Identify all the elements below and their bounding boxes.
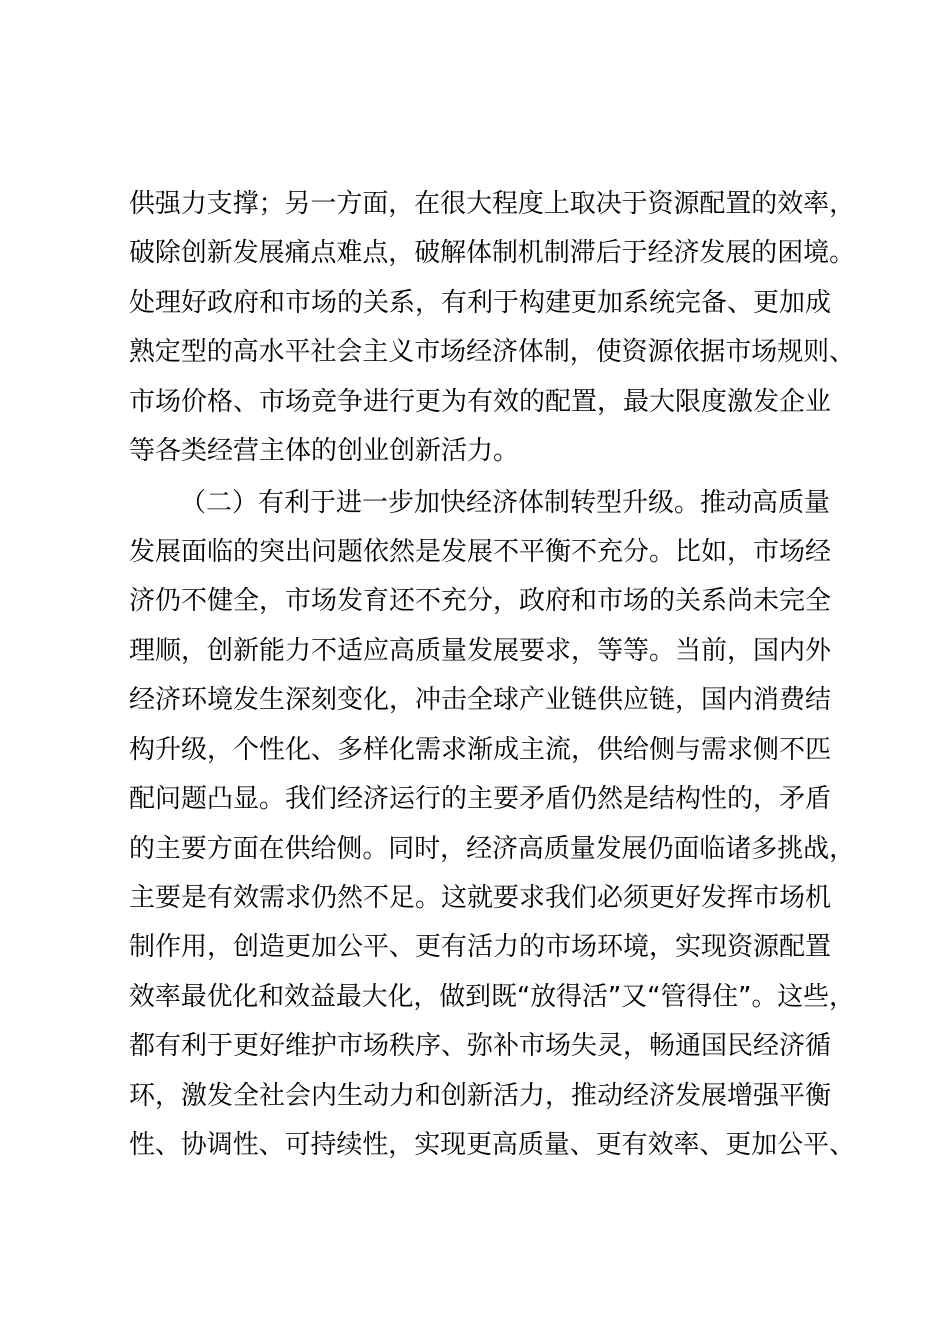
text-line: 熟定型的高水平社会主义市场经济体制，使资源依据市场规则、 [129, 337, 856, 367]
text-line: 破除创新发展痛点难点，破解体制机制滞后于经济发展的困境。 [129, 238, 856, 268]
text-line: 发展面临的突出问题依然是发展不平衡不充分。比如，市场经 [129, 537, 832, 567]
text-line: 环，激发全社会内生动力和创新活力，推动经济发展增强平衡 [129, 1081, 832, 1111]
text-line: 构升级，个性化、多样化需求渐成主流，供给侧与需求侧不匹 [129, 735, 832, 765]
text-line: 经济环境发生深刻变化，冲击全球产业链供应链，国内消费结 [129, 685, 832, 715]
text-line: 理顺，创新能力不适应高质量发展要求，等等。当前，国内外 [129, 636, 832, 666]
text-line: 供强力支撑；另一方面，在很大程度上取决于资源配置的效率， [129, 189, 856, 219]
text-line: 性、协调性、可持续性，实现更高质量、更有效率、更加公平、 [129, 1130, 856, 1160]
text-line: 处理好政府和市场的关系，有利于构建更加系统完备、更加成 [129, 288, 832, 318]
text-line: 制作用，创造更加公平、更有活力的市场环境，实现资源配置 [129, 932, 832, 962]
text-line: 都有利于更好维护市场秩序、弥补市场失灵，畅通国民经济循 [129, 1031, 832, 1061]
text-line: 效率最优化和效益最大化，做到既“放得活”又“管得住”。这些， [129, 982, 855, 1012]
section-heading-line: （二）有利于进一步加快经济体制转型升级。推动高质量 [180, 488, 831, 518]
text-line: 配问题凸显。我们经济运行的主要矛盾仍然是结构性的，矛盾 [129, 784, 832, 814]
text-line: 等各类经营主体的创业创新活力。 [129, 436, 520, 466]
text-line: 济仍不健全，市场发育还不充分，政府和市场的关系尚未完全 [129, 586, 832, 616]
text-line: 主要是有效需求仍然不足。这就要求我们必须更好发挥市场机 [129, 883, 832, 913]
text-line: 的主要方面在供给侧。同时，经济高质量发展仍面临诸多挑战， [129, 834, 856, 864]
text-line: 市场价格、市场竞争进行更为有效的配置，最大限度激发企业 [129, 387, 832, 417]
